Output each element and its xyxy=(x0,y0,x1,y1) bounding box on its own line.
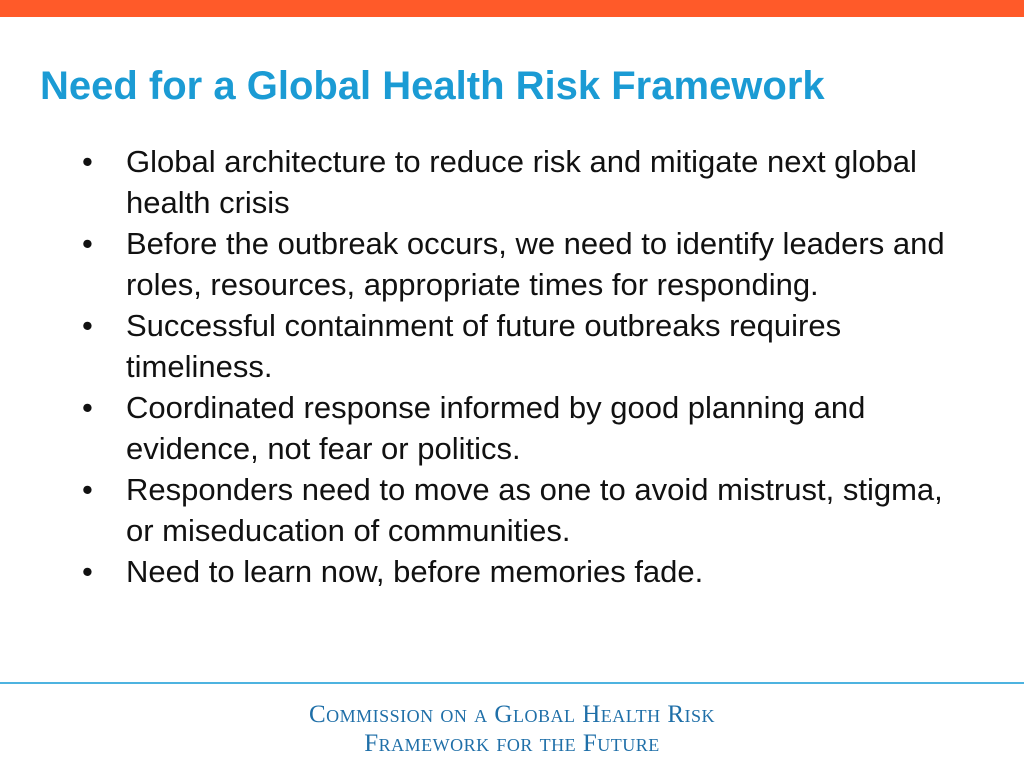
bullet-text: Responders need to move as one to avoid mistrust, stigma, or miseducation of communities. xyxy=(126,472,943,548)
bullet-text: Coordinated response informed by good planning and evidence, not fear or politics. xyxy=(126,390,866,466)
footer-organization xyxy=(0,700,1024,758)
bullet-item xyxy=(82,469,962,551)
bullet-item xyxy=(82,551,962,592)
bullet-text: Before the outbreak occurs, we need to identify leaders and roles, resources, appropriate times for responding. xyxy=(126,226,945,302)
footer-line-1: Commission on a Global Health Risk xyxy=(308,701,716,728)
bullet-text: Successful containment of future outbreaks requires timeliness. xyxy=(126,308,842,384)
bullet-item xyxy=(82,141,962,223)
bullet-dot-icon: • xyxy=(82,144,93,179)
bullet-dot-icon: • xyxy=(82,472,93,507)
bullet-text: Global architecture to reduce risk and mitigate next global health crisis xyxy=(126,144,917,220)
slide-title: Need for a Global Health Risk Framework xyxy=(40,64,825,108)
bullet-item xyxy=(82,305,962,387)
bullet-dot-icon: • xyxy=(82,554,93,589)
bullet-text: Need to learn now, before memories fade. xyxy=(126,554,704,589)
bullet-dot-icon: • xyxy=(82,308,93,343)
footer-line-2: Framework for the Future xyxy=(364,730,660,757)
bullet-item xyxy=(82,387,962,469)
bullet-dot-icon: • xyxy=(82,390,93,425)
bullet-item xyxy=(82,223,962,305)
bullet-dot-icon: • xyxy=(82,226,93,261)
footer-divider xyxy=(0,682,1024,684)
top-accent-bar xyxy=(0,0,1024,17)
bullet-list xyxy=(82,141,962,592)
